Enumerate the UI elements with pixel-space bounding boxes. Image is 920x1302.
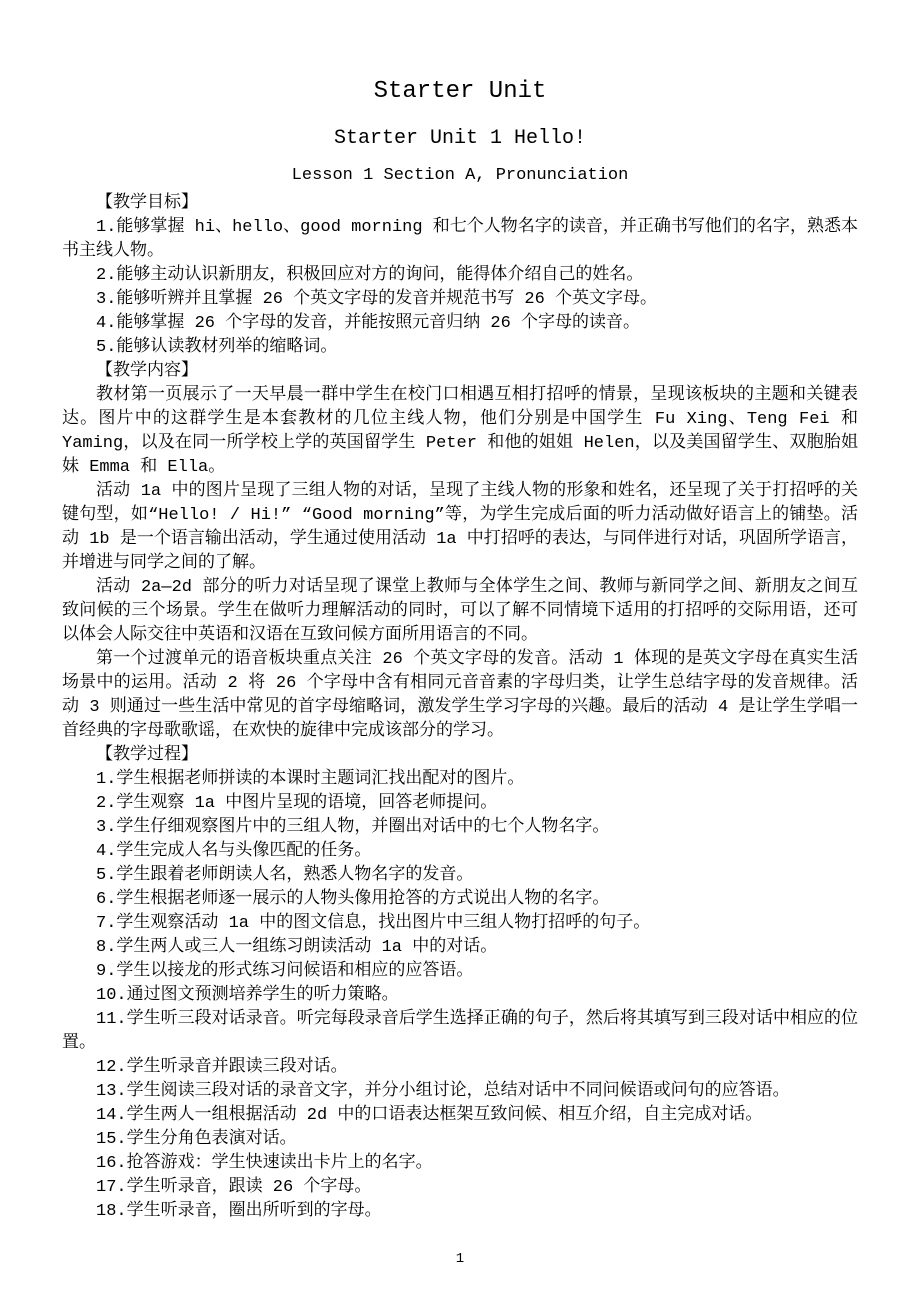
document-body xyxy=(62,192,858,1224)
section-heading: 【教学目标】 xyxy=(96,193,198,213)
body-paragraph: 2.能够主动认识新朋友，积极回应对方的询问，能得体介绍自己的姓名。 xyxy=(96,265,644,285)
body-paragraph: 3.学生仔细观察图片中的三组人物，并圈出对话中的七个人物名字。 xyxy=(96,817,610,837)
body-paragraph: 活动 2a—2d 部分的听力对话呈现了课堂上教师与全体学生之间、教师与新同学之间、新朋友之间互致问候的三个场景。学生在做听力理解活动的同时，可以了解不同情境下适用的打招呼的交际用语，还可以体会人际交往中英语和汉语在互致问候方面所用语言的不同。 xyxy=(62,577,858,645)
document-title: Starter Unit xyxy=(373,78,547,105)
body-paragraph: 教材第一页展示了一天早晨一群中学生在校门口相遇互相打招呼的情景，呈现该板块的主题和关键表达。图片中的这群学生是本套教材的几位主线人物，他们分别是中国学生 Fu Xing、Teng Fei 和 Yaming，以及在同一所学校上学的英国留学生 Peter 和他的姐姐 Helen，以及美国留学生、双胞胎姐妹 Emma 和 Ella。 xyxy=(62,385,858,477)
body-paragraph: 9.学生以接龙的形式练习问候语和相应的应答语。 xyxy=(96,961,474,981)
body-paragraph: 3.能够听辨并且掌握 26 个英文字母的发音并规范书写 26 个英文字母。 xyxy=(96,289,658,309)
body-paragraph: 4.能够掌握 26 个字母的发音，并能按照元音归纳 26 个字母的读音。 xyxy=(96,313,641,333)
body-paragraph: 13.学生阅读三段对话的录音文字，并分小组讨论，总结对话中不同问候语或问句的应答语。 xyxy=(96,1081,790,1101)
body-paragraph: 14.学生两人一组根据活动 2d 中的口语表达框架互致问候、相互介绍，自主完成对话。 xyxy=(96,1105,763,1125)
section-heading: 【教学内容】 xyxy=(96,361,198,381)
body-paragraph: 5.学生跟着老师朗读人名，熟悉人物名字的发音。 xyxy=(96,865,474,885)
body-paragraph: 5.能够认读教材列举的缩略词。 xyxy=(96,337,338,357)
body-paragraph: 1.学生根据老师拼读的本课时主题词汇找出配对的图片。 xyxy=(96,769,525,789)
body-paragraph: 15.学生分角色表演对话。 xyxy=(96,1129,297,1149)
body-paragraph: 11.学生听三段对话录音。听完每段录音后学生选择正确的句子，然后将其填写到三段对话中相应的位置。 xyxy=(62,1009,858,1053)
body-paragraph: 16.抢答游戏：学生快速读出卡片上的名字。 xyxy=(96,1153,433,1173)
body-paragraph: 18.学生听录音，圈出所听到的字母。 xyxy=(96,1201,382,1221)
body-paragraph: 1.能够掌握 hi、hello、good morning 和七个人物名字的读音，并正确书写他们的名字，熟悉本书主线人物。 xyxy=(62,217,858,261)
page-number: 1 xyxy=(455,1251,465,1267)
lesson-heading: Lesson 1 Section A, Pronunciation xyxy=(291,165,629,185)
body-paragraph: 12.学生听录音并跟读三段对话。 xyxy=(96,1057,348,1077)
body-paragraph: 8.学生两人或三人一组练习朗读活动 1a 中的对话。 xyxy=(96,937,498,957)
body-paragraph: 17.学生听录音，跟读 26 个字母。 xyxy=(96,1177,372,1197)
body-paragraph: 7.学生观察活动 1a 中的图文信息，找出图片中三组人物打招呼的句子。 xyxy=(96,913,651,933)
body-paragraph: 2.学生观察 1a 中图片呈现的语境，回答老师提问。 xyxy=(96,793,498,813)
body-paragraph: 6.学生根据老师逐一展示的人物头像用抢答的方式说出人物的名字。 xyxy=(96,889,610,909)
body-paragraph: 第一个过渡单元的语音板块重点关注 26 个英文字母的发音。活动 1 体现的是英文字母在真实生活场景中的运用。活动 2 将 26 个字母中含有相同元音音素的字母归类，让学生总结字母的发音规律。活动 3 则通过一些生活中常见的首字母缩略词，激发学生学习字母的兴趣。最后的活动 4 是让学生学唱一首经典的字母歌歌谣，在欢快的旋律中完成该部分的学习。 xyxy=(62,649,858,741)
body-paragraph: 10.通过图文预测培养学生的听力策略。 xyxy=(96,985,399,1005)
section-heading: 【教学过程】 xyxy=(96,745,198,765)
body-paragraph: 4.学生完成人名与头像匹配的任务。 xyxy=(96,841,372,861)
body-paragraph: 活动 1a 中的图片呈现了三组人物的对话，呈现了主线人物的形象和姓名，还呈现了关于打招呼的关键句型，如“Hello! / Hi!” “Good morning”等，为学生完成后面的听力活动做好语言上的铺垫。活动 1b 是一个语言输出活动，学生通过使用活动 1a 中打招呼的表达，与同伴进行对话，巩固所学语言，并增进与同学之间的了解。 xyxy=(62,481,858,573)
document-subtitle: Starter Unit 1 Hello! xyxy=(333,126,587,150)
